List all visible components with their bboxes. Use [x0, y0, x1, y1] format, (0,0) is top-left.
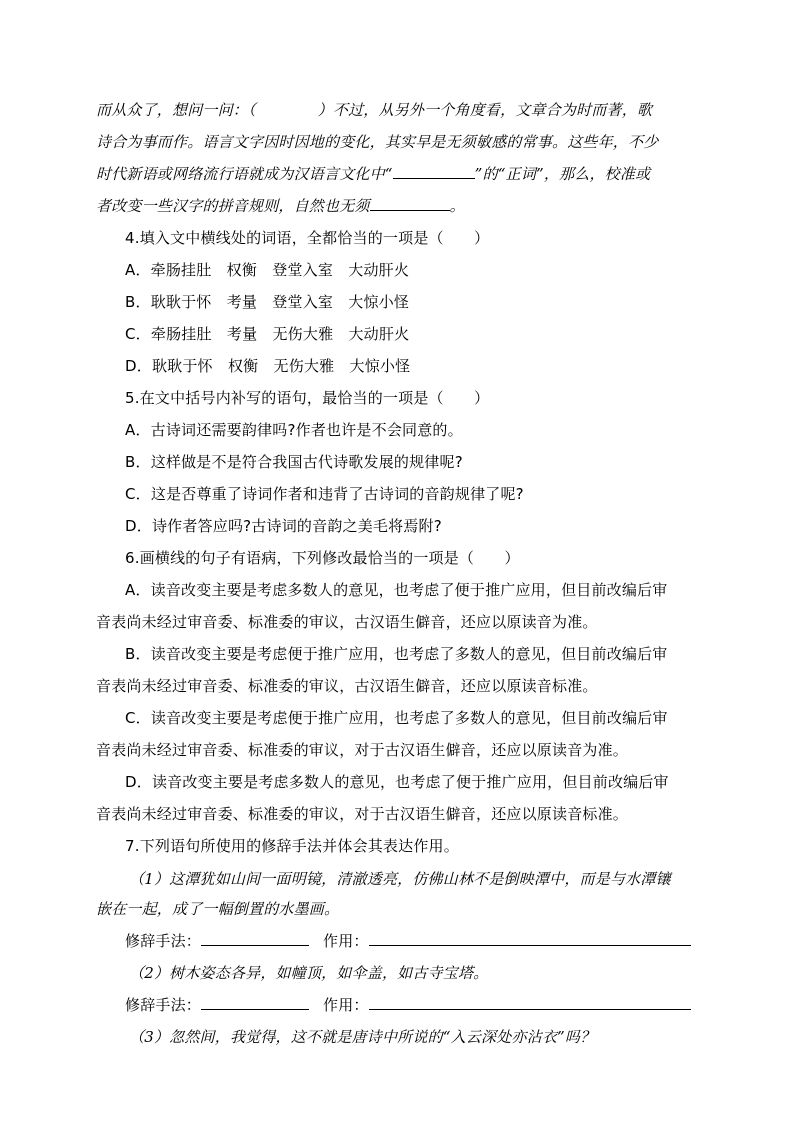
method-answer-blank[interactable]	[201, 931, 309, 946]
effect-answer-blank[interactable]	[369, 931, 691, 946]
method-answer-blank[interactable]	[201, 995, 309, 1010]
question-4-stem: 4.填入文中横线处的词语，全都恰当的一项是（ ）	[125, 229, 490, 247]
question-5-stem: 5.在文中括号内补写的语句，最恰当的一项是（ ）	[125, 389, 490, 407]
passage-line-4	[96, 196, 706, 216]
question-4-option-a[interactable]: A．牵肠挂肚 权衡 登堂入室 大动肝火	[125, 261, 410, 279]
question-7-answer-row-2	[125, 995, 735, 1015]
question-6-option-c-cont: 音表尚未经过审音委、标准委的审议，对于古汉语生僻音，还应以原读音为准。	[96, 741, 629, 759]
passage-text: 时代新语或网络流行语就成为汉语言文化中“	[96, 165, 393, 183]
question-7-answer-row-1	[125, 931, 735, 951]
question-7-sentence-1: （1）这潭犹如山间一面明镜，清澈透亮，仿佛山林不是倒映潭中，而是与水潭镶	[129, 870, 671, 888]
question-4-option-d[interactable]: D．耿耿于怀 权衡 无伤大雅 大惊小怪	[125, 357, 411, 375]
question-6-option-c[interactable]: C．读音改变主要是考虑便于推广应用，也考虑了多数人的意见，但目前改编后审	[125, 709, 668, 727]
question-6-option-a-cont: 音表尚未经过审音委、标准委的审议，古汉语生僻音，还应以原读音为准。	[96, 613, 598, 631]
effect-label: 作用：	[323, 996, 369, 1014]
question-6-option-d-cont: 音表尚未经过审音委、标准委的审议，对于古汉语生僻音，还应以原读音标准。	[96, 805, 629, 823]
passage-text: 者改变一些汉字的拼音规则，自然也无须	[96, 197, 370, 215]
passage-text: 。	[449, 197, 465, 215]
question-6-stem: 6.画横线的句子有语病，下列修改最恰当的一项是（ ）	[125, 549, 520, 567]
question-5-option-d[interactable]: D．诗作者答应吗?古诗词的音韵之美毛将焉附?	[125, 517, 442, 535]
question-5-option-a[interactable]: A．古诗词还需要韵律吗?作者也许是不会同意的。	[125, 421, 463, 439]
passage-line-3	[96, 164, 706, 184]
question-5-option-c[interactable]: C．这是否尊重了诗词作者和违背了古诗词的音韵规律了呢?	[125, 485, 524, 503]
passage-text: 而从众了，想问一问：（	[96, 101, 256, 119]
effect-answer-blank[interactable]	[369, 995, 691, 1010]
passage-line-2: 诗合为事而作。语言文字因时因地的变化，其实早是无须敏感的常事。这些年，不少	[96, 133, 659, 151]
question-6-option-b[interactable]: B．读音改变主要是考虑便于推广应用，也考虑了多数人的意见，但目前改编后审	[125, 645, 668, 663]
question-7-sentence-3: （3）忽然间，我觉得，这不就是唐诗中所说的“入云深处亦沾衣”吗？	[129, 1028, 596, 1046]
fill-blank[interactable]	[370, 196, 450, 211]
question-6-option-a[interactable]: A．读音改变主要是考虑多数人的意见，也考虑了便于推广应用，但目前改编后审	[125, 581, 668, 599]
question-5-option-b[interactable]: B．这样做是不是符合我国古代诗歌发展的规律呢?	[125, 453, 463, 471]
question-4-option-c[interactable]: C．牵肠挂肚 考量 无伤大雅 大动肝火	[125, 325, 410, 343]
passage-text: ”的“正词”，那么，校准或	[474, 165, 651, 183]
method-label: 修辞手法：	[125, 932, 202, 950]
question-6-option-b-cont: 音表尚未经过审音委、标准委的审议，古汉语生僻音，还应以原读音标准。	[96, 677, 598, 695]
question-7-sentence-1-cont: 嵌在一起，成了一幅倒置的水墨画。	[96, 900, 340, 918]
question-6-option-d[interactable]: D．读音改变主要是考虑多数人的意见，也考虑了便于推广应用，但目前改编后审	[125, 773, 669, 791]
passage-text: ）不过，从另外一个角度看，文章合为时而著，歌	[317, 101, 653, 119]
method-label: 修辞手法：	[125, 996, 202, 1014]
question-7-sentence-2: （2）树木姿态各异，如幢顶，如伞盖，如古寺宝塔。	[129, 964, 489, 982]
question-4-option-b[interactable]: B．耿耿于怀 考量 登堂入室 大惊小怪	[125, 293, 410, 311]
effect-label: 作用：	[323, 932, 369, 950]
question-7-stem: 7.下列语句所使用的修辞手法并体会其表达作用。	[125, 837, 459, 855]
passage-line-1	[96, 100, 706, 120]
fill-blank[interactable]	[393, 164, 475, 179]
